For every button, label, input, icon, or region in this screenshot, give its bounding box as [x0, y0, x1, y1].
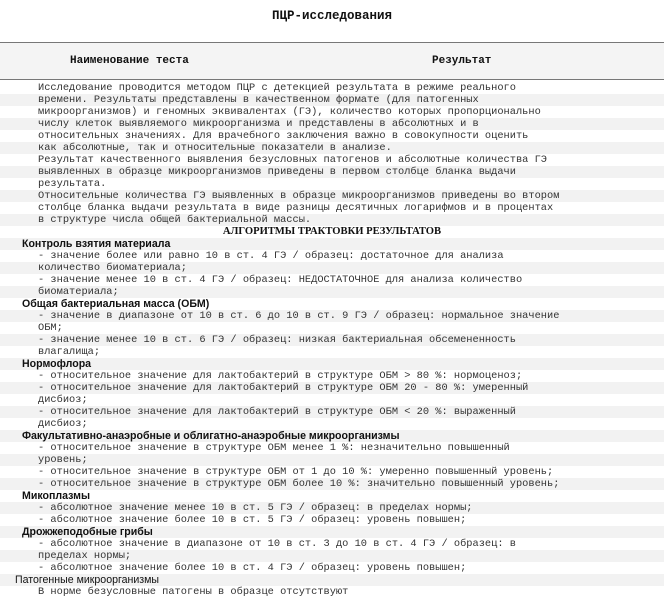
section-title-yeast-fungi: Дрожжеподобные грибы: [0, 526, 664, 538]
section-line: ОБМ;: [38, 322, 63, 334]
section-line: пределах нормы;: [0, 550, 664, 562]
column-header-test-name: Наименование теста: [70, 55, 189, 67]
table-body: [0, 80, 664, 598]
section-line: дисбиоз;: [38, 394, 88, 406]
intro-line: Результат качественного выявления безусловных патогенов и абсолютные количества ГЭ: [38, 154, 547, 166]
section-line: влагалища;: [38, 346, 101, 358]
section-line: биоматериала;: [0, 286, 664, 298]
intro-line: числу клеток выявляемого микроорганизма и представлены в абсолютных и в: [0, 118, 664, 130]
intro-line: в структуре числа общей бактериальной массы.: [0, 214, 664, 226]
section-line: количество биоматериала;: [0, 262, 664, 274]
section-line: - значение менее 10 в ст. 4 ГЭ / образец: НЕДОСТАТОЧНОЕ для анализа количество: [38, 274, 523, 286]
section-title-anaerobes: Факультативно-анаэробные и облигатно-анаэробные микроорганизмы: [0, 430, 664, 442]
intro-line: как абсолютные, так и относительные показатели в анализе.: [0, 142, 664, 154]
intro-line: выявленных в образце микроорганизмов приведены в первом столбце бланка выдачи: [0, 166, 664, 178]
results-table: [0, 42, 664, 600]
section-line: - значение в диапазоне от 10 в ст. 6 до 10 в ст. 9 ГЭ / образец: нормальное значение: [0, 310, 664, 322]
section-title-sample-control: Контроль взятия материала: [0, 238, 664, 250]
section-line: - абсолютное значение менее 10 в ст. 5 ГЭ / образец: в пределах нормы;: [0, 502, 664, 514]
intro-line: Относительные количества ГЭ выявленных в образце микроорганизмов приведены во втором: [0, 190, 664, 202]
intro-line: микроорганизмов) и геномных эквивалентах (ГЭ), количество которых пропорционально: [38, 106, 541, 118]
page-title: ПЦР-исследования: [271, 9, 393, 23]
algorithms-heading: АЛГОРИТМЫ ТРАКТОВКИ РЕЗУЛЬТАТОВ: [222, 226, 442, 237]
section-line: В норме безусловные патогены в образце отсутствуют: [38, 586, 349, 598]
section-title-total-bacterial-mass: Общая бактериальная масса (ОБМ): [22, 298, 210, 310]
section-title-pathogens: Патогенные микроорганизмы: [0, 574, 664, 586]
section-line: - значение менее 10 в ст. 6 ГЭ / образец: низкая бактериальная обсемененность: [0, 334, 664, 346]
section-line: - относительное значение для лактобактерий в структуре ОБМ < 20 %: выраженный: [0, 406, 664, 418]
section-line: - значение более или равно 10 в ст. 4 ГЭ / образец: достаточное для анализа: [38, 250, 504, 262]
section-line: дисбиоз;: [38, 418, 88, 430]
table-header: [0, 42, 664, 80]
intro-line: результата.: [38, 178, 107, 190]
intro-line: времени. Результаты представлены в качественном формате (для патогенных: [0, 94, 664, 106]
intro-line: столбце бланка выдачи результата в виде разницы десятичных логарифмов и в процентах: [38, 202, 554, 214]
section-line: уровень;: [0, 454, 664, 466]
intro-line: относительных значениях. Для врачебного заключения важно в совокупности оценить: [38, 130, 529, 142]
section-line: - относительное значение в структуре ОБМ более 10 %: значительно повышенный уровень;: [0, 478, 664, 490]
section-title-mycoplasma: Микоплазмы: [22, 490, 91, 502]
section-line: - абсолютное значение более 10 в ст. 5 ГЭ / образец: уровень повышен;: [38, 514, 467, 526]
section-line: - абсолютное значение более 10 в ст. 4 ГЭ / образец: уровень повышен;: [38, 562, 467, 574]
section-title-normoflora: Нормофлора: [0, 358, 664, 370]
intro-line: Исследование проводится методом ПЦР с детекцией результата в режиме реального: [38, 82, 516, 94]
section-line: - относительное значение для лактобактерий в структуре ОБМ > 80 %: нормоценоз;: [38, 370, 523, 382]
column-header-result: Результат: [432, 55, 492, 67]
section-line: - относительное значение в структуре ОБМ менее 1 %: незначительно повышенный: [38, 442, 510, 454]
section-line: - относительное значение в структуре ОБМ от 1 до 10 %: умеренно повышенный уровень;: [38, 466, 554, 478]
section-line: - относительное значение для лактобактерий в структуре ОБМ 20 - 80 %: умеренный: [0, 382, 664, 394]
section-line: - абсолютное значение в диапазоне от 10 в ст. 3 до 10 в ст. 4 ГЭ / образец: в: [38, 538, 516, 550]
